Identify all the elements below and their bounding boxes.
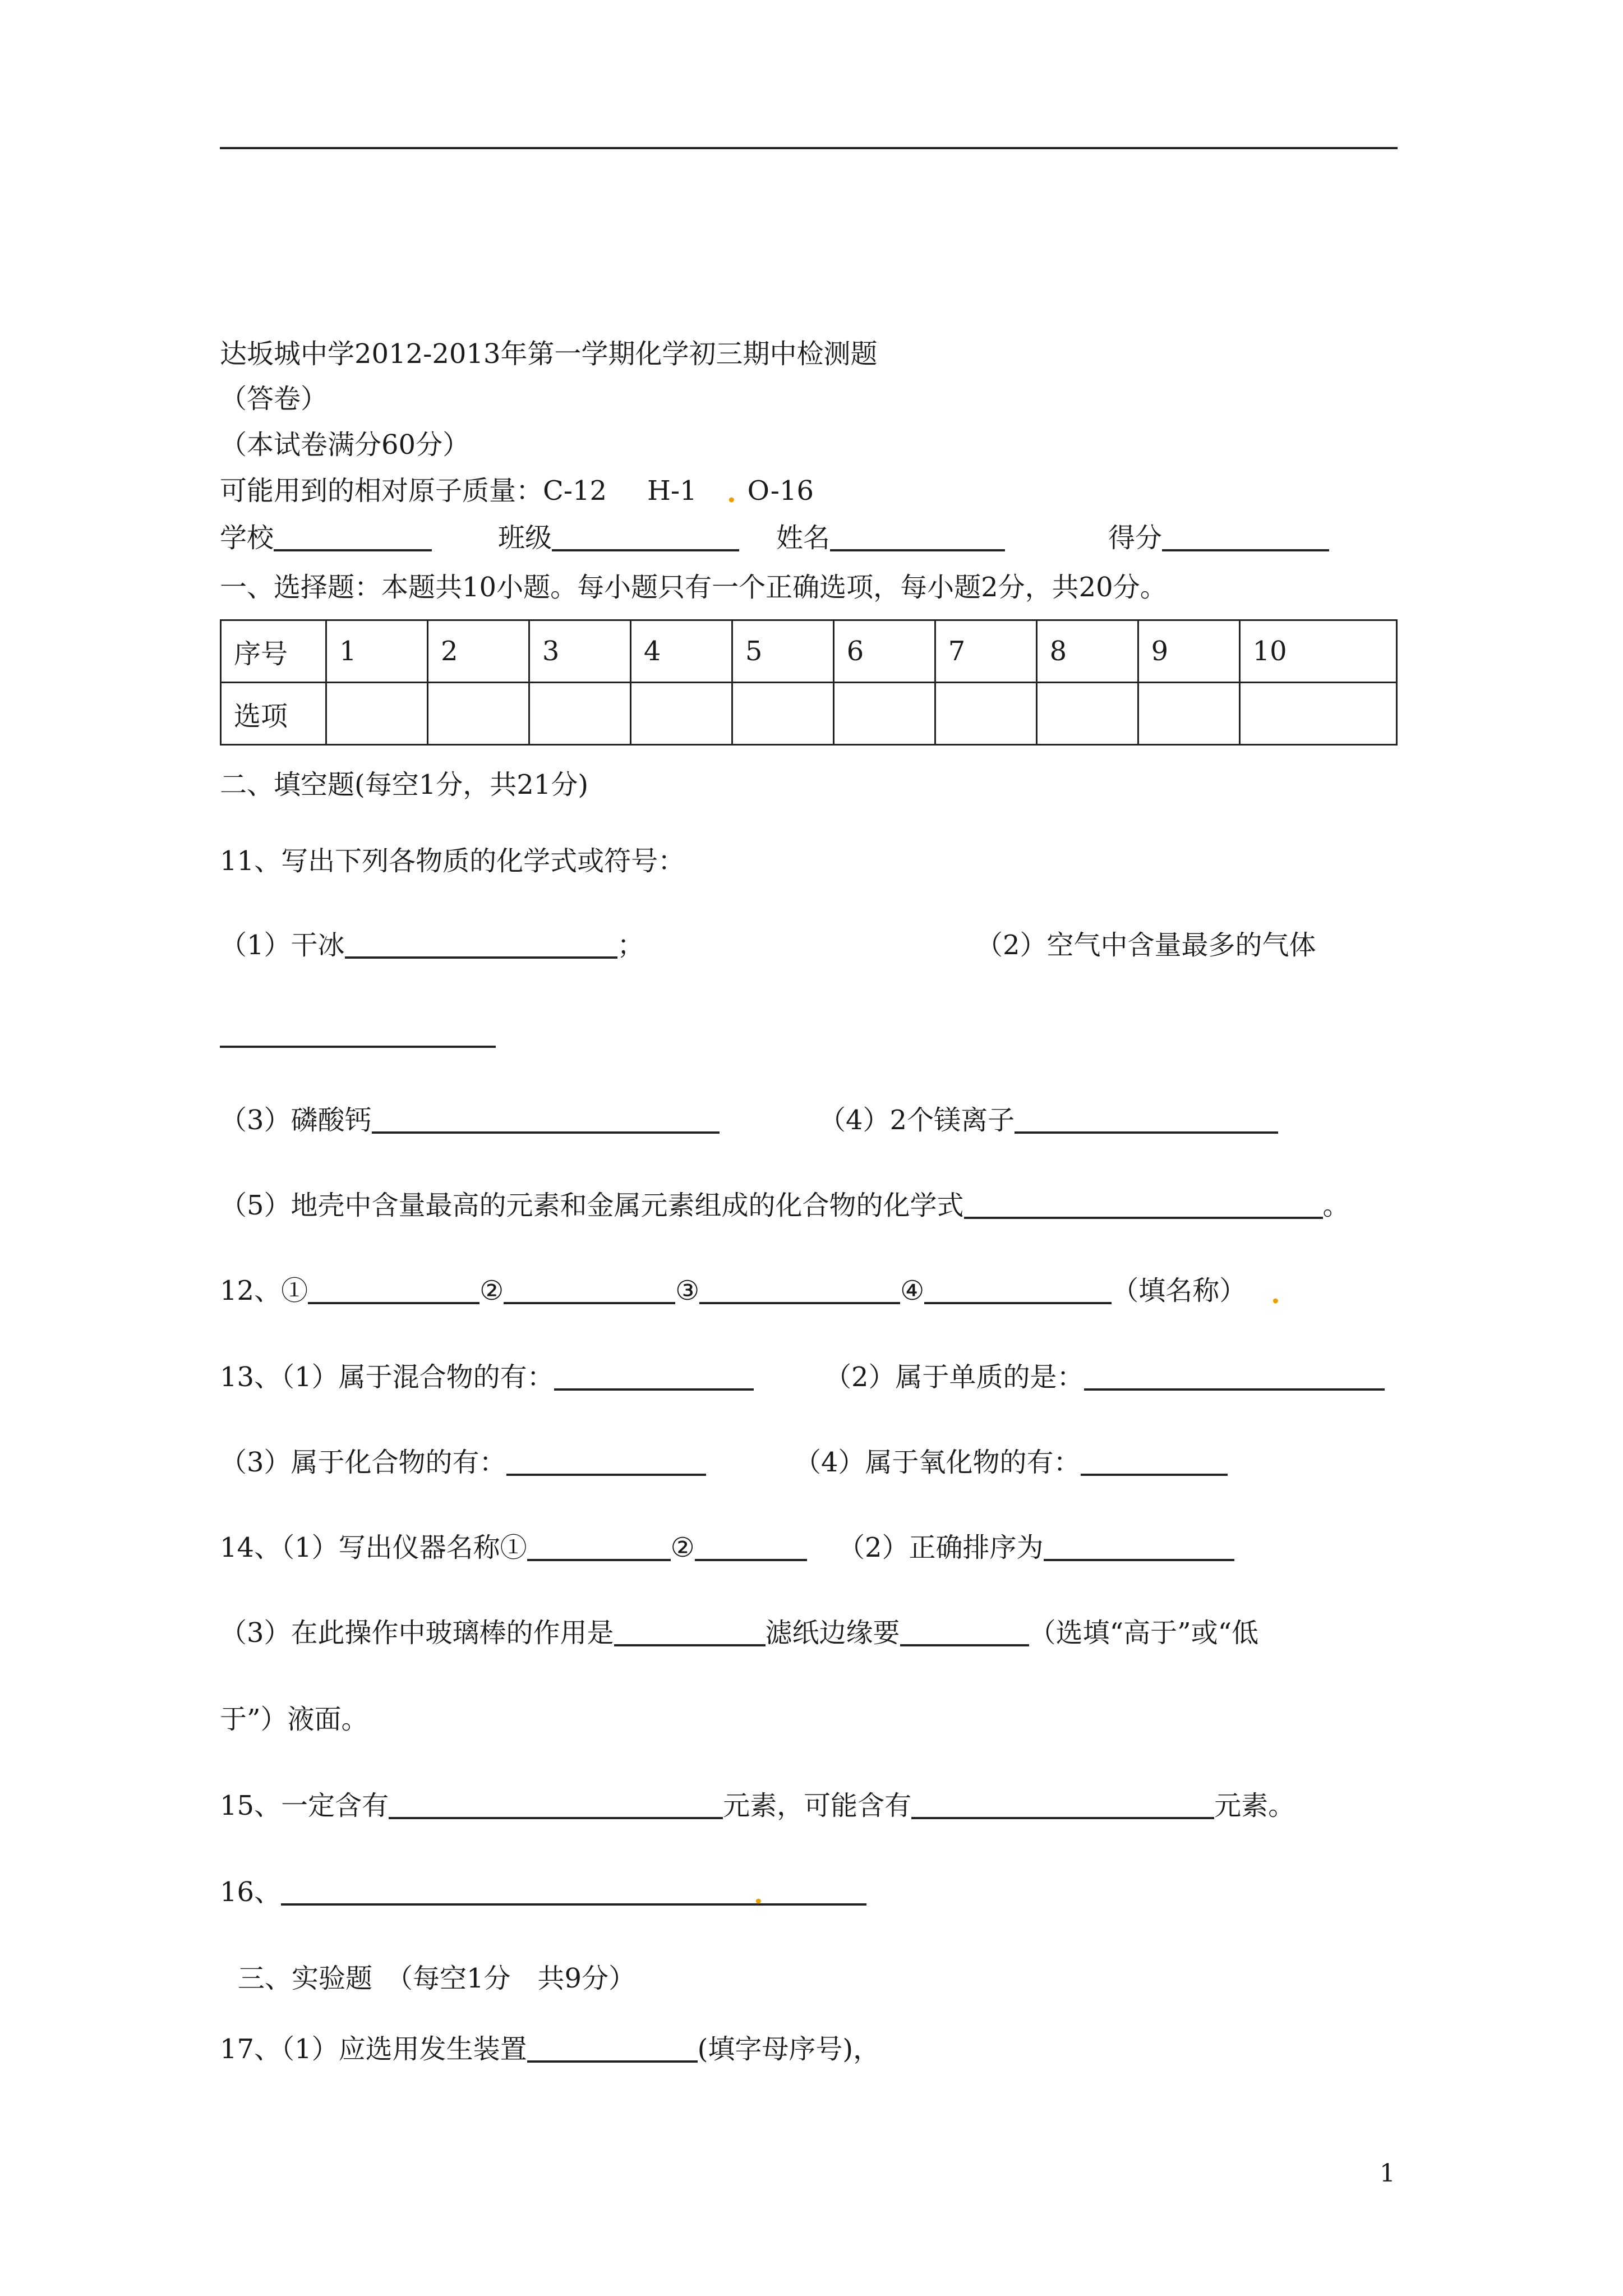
q11-part1 <box>220 928 644 963</box>
q11-part4 <box>819 1103 1278 1138</box>
answer-cell[interactable] <box>427 683 529 745</box>
q11-part3 <box>220 1103 720 1138</box>
answer-cell[interactable] <box>630 683 732 745</box>
question-number: 1 <box>326 620 428 683</box>
row-header-answer: 选项 <box>221 683 326 745</box>
class-field <box>498 521 739 555</box>
q11-part4-label: （4）2个镁离子 <box>819 1105 1015 1136</box>
q12-prefix: 12、① <box>220 1275 308 1306</box>
q12-blank-1[interactable] <box>308 1274 479 1304</box>
school-field <box>220 521 432 555</box>
exam-title: 达坂城中学2012-2013年第一学期化学初三期中检测题 <box>220 338 878 370</box>
q13-part4-label: （4）属于氧化物的有： <box>794 1447 1081 1478</box>
answer-cell[interactable] <box>326 683 428 745</box>
q13-part1-blank[interactable] <box>554 1360 754 1391</box>
question-number: 8 <box>1036 620 1138 683</box>
q11-part2-blank[interactable] <box>220 1018 496 1048</box>
question-number: 9 <box>1138 620 1239 683</box>
answer-cell[interactable] <box>529 683 630 745</box>
answer-cell[interactable] <box>833 683 935 745</box>
q15-part2-label: 元素，可能含有 <box>723 1790 912 1821</box>
q11-part1-blank[interactable] <box>345 928 617 959</box>
q12-blank-3[interactable] <box>699 1274 900 1304</box>
school-label: 学校 <box>220 522 274 554</box>
row-header-number: 序号 <box>221 620 326 683</box>
q14-part3b-blank[interactable] <box>900 1616 1029 1646</box>
q15-blank-2[interactable] <box>911 1789 1214 1819</box>
table-row-number <box>221 620 1397 683</box>
atomic-h: H-1 <box>647 475 697 507</box>
score-field <box>1108 521 1329 555</box>
q14-part2 <box>838 1530 1234 1565</box>
header-rule <box>220 147 1398 149</box>
stray-mark: . <box>754 1879 763 1910</box>
answer-table <box>220 619 1398 746</box>
q11-part5 <box>220 1188 1350 1223</box>
q11-part3-blank[interactable] <box>372 1103 720 1134</box>
q11-part1-end: ； <box>617 930 644 961</box>
q11-part4-blank[interactable] <box>1015 1103 1278 1134</box>
q15-part3-label: 元素。 <box>1214 1790 1295 1821</box>
question-number: 6 <box>833 620 935 683</box>
name-field <box>776 521 1005 555</box>
q13-part3-label: （3）属于化合物的有： <box>220 1447 506 1478</box>
score-label: 得分 <box>1108 522 1163 554</box>
atomic-mass-label: 可能用到的相对原子质量：C-12 <box>220 475 607 507</box>
atomic-mass-line <box>220 473 814 508</box>
question-number: 4 <box>630 620 732 683</box>
q12-suffix: （填名称） <box>1112 1275 1247 1306</box>
q12-blank-4[interactable] <box>924 1274 1112 1304</box>
q17-part2-label: (填字母序号)， <box>697 2033 880 2065</box>
table-row-answer <box>221 683 1397 745</box>
stray-mark: . <box>1271 1278 1280 1310</box>
q11-part2-label: （2）空气中含量最多的气体 <box>976 930 1316 961</box>
stray-mark: . <box>727 477 736 509</box>
q11-intro: 11、写出下列各物质的化学式或符号： <box>220 845 685 877</box>
q13-part2 <box>824 1360 1385 1395</box>
q16-line <box>220 1875 866 1910</box>
section3-heading: 三、实验题 （每空1分 共9分） <box>238 1963 636 1994</box>
full-score-note: （本试卷满分60分） <box>220 429 470 461</box>
q14-line1 <box>220 1530 807 1565</box>
class-blank[interactable] <box>552 521 739 551</box>
q14-line4: 于”）液面。 <box>220 1704 368 1735</box>
section2-heading: 二、填空题(每空1分，共21分) <box>220 769 589 800</box>
q11-part5-label: （5）地壳中含量最高的元素和金属元素组成的化合物的化学式 <box>220 1190 964 1221</box>
q12-marker-2: ② <box>479 1275 504 1306</box>
q13-part4 <box>794 1445 1228 1480</box>
q17-blank[interactable] <box>527 2032 698 2063</box>
q15-blank-1[interactable] <box>389 1789 723 1819</box>
answer-cell[interactable] <box>1239 683 1396 745</box>
q11-part1-label: （1）干冰 <box>220 930 345 961</box>
q15-line <box>220 1788 1295 1823</box>
question-number: 3 <box>529 620 630 683</box>
class-label: 班级 <box>498 522 552 554</box>
q17-part1-label: 17、（1）应选用发生装置 <box>220 2033 527 2065</box>
score-blank[interactable] <box>1162 521 1329 551</box>
atomic-o: O-16 <box>747 475 814 507</box>
answer-cell[interactable] <box>1138 683 1239 745</box>
section1-heading: 一、选择题：本题共10小题。每小题只有一个正确选项，每小题2分，共20分。 <box>220 572 1167 603</box>
q13-part3 <box>220 1445 706 1480</box>
name-label: 姓名 <box>776 522 831 554</box>
q17-line <box>220 2032 880 2067</box>
q14-part3b-label: 滤纸边缘要 <box>765 1617 900 1649</box>
question-number: 2 <box>427 620 529 683</box>
q13-part3-blank[interactable] <box>506 1446 706 1476</box>
q12-marker-4: ④ <box>900 1275 925 1306</box>
q13-part1-label: 13、（1）属于混合物的有： <box>220 1361 554 1393</box>
q16-blank[interactable] <box>281 1875 866 1906</box>
page-number: 1 <box>1380 2159 1395 2188</box>
q12-marker-3: ③ <box>675 1275 700 1306</box>
q13-part1 <box>220 1360 754 1395</box>
q13-part2-label: （2）属于单质的是： <box>824 1361 1084 1393</box>
q14-part1-label: 14、（1）写出仪器名称① <box>220 1532 527 1563</box>
q11-part5-blank[interactable] <box>964 1189 1323 1219</box>
q15-part1-label: 15、一定含有 <box>220 1790 389 1821</box>
q14-line3 <box>220 1616 1258 1650</box>
q14-marker-2: ② <box>670 1532 695 1563</box>
q13-part4-blank[interactable] <box>1081 1446 1228 1476</box>
q12-line <box>220 1273 1246 1308</box>
q14-blank-2[interactable] <box>695 1531 807 1561</box>
q14-part2-blank[interactable] <box>1044 1531 1234 1561</box>
q14-part2-label: （2）正确排序为 <box>838 1532 1044 1563</box>
question-number: 7 <box>935 620 1036 683</box>
name-blank[interactable] <box>830 521 1005 551</box>
q13-part2-blank[interactable] <box>1084 1360 1385 1391</box>
q12-blank-2[interactable] <box>504 1274 675 1304</box>
answer-cell[interactable] <box>732 683 833 745</box>
q14-part3-blank[interactable] <box>614 1616 766 1646</box>
q11-part5-end: 。 <box>1322 1190 1350 1221</box>
q16-label: 16、 <box>220 1876 282 1908</box>
q14-part3c-label: （选填“高于”或“低 <box>1029 1617 1259 1649</box>
question-number: 5 <box>732 620 833 683</box>
q11-part3-label: （3）磷酸钙 <box>220 1105 372 1136</box>
exam-subtitle: （答卷） <box>220 383 328 415</box>
q14-part3-label: （3）在此操作中玻璃棒的作用是 <box>220 1617 614 1649</box>
answer-cell[interactable] <box>1036 683 1138 745</box>
q14-blank-1[interactable] <box>527 1531 671 1561</box>
question-number: 10 <box>1239 620 1396 683</box>
answer-cell[interactable] <box>935 683 1036 745</box>
school-blank[interactable] <box>274 521 432 551</box>
